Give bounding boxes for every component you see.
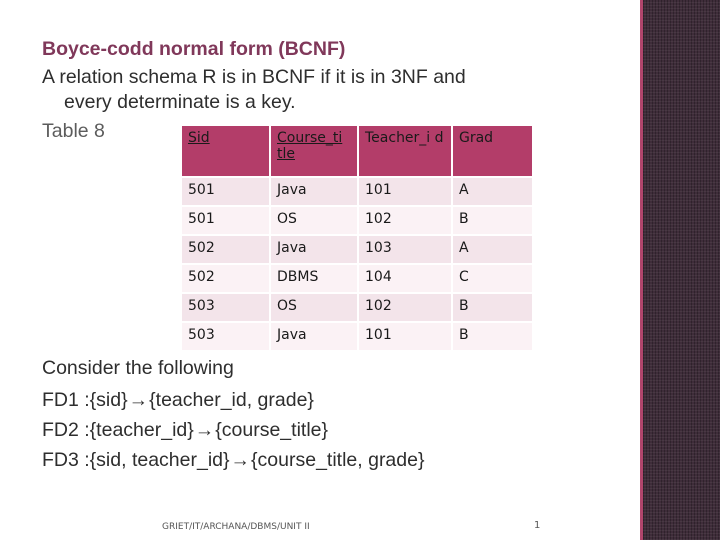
- cell-grade: C: [452, 264, 533, 293]
- table-label: Table 8: [42, 120, 105, 142]
- cell-sid: 502: [181, 235, 270, 264]
- table-row: [181, 322, 533, 351]
- fd3-lhs: FD3 :{sid, teacher_id}: [42, 449, 230, 471]
- cell-course: Java: [270, 177, 358, 206]
- decorative-side-band: [640, 0, 720, 540]
- footer-text: GRIET/IT/ARCHANA/DBMS/UNIT II: [162, 522, 310, 532]
- cell-teacher: 104: [358, 264, 452, 293]
- header-grade: Grad: [452, 125, 533, 177]
- cell-sid: 503: [181, 322, 270, 351]
- table-row: [181, 293, 533, 322]
- table-header-row: [181, 125, 533, 177]
- cell-grade: A: [452, 235, 533, 264]
- table-row: [181, 177, 533, 206]
- page-number: 1: [534, 520, 541, 531]
- cell-course: OS: [270, 206, 358, 235]
- cell-sid: 501: [181, 177, 270, 206]
- header-course-title: Course_ti tle: [270, 125, 358, 177]
- cell-course: OS: [270, 293, 358, 322]
- table-row: [181, 235, 533, 264]
- table-row: [181, 264, 533, 293]
- definition-line-1: A relation schema R is in BCNF if it is in 3NF and: [42, 66, 466, 88]
- cell-course: Java: [270, 322, 358, 351]
- fd2-line: [42, 418, 328, 442]
- fd3-rhs: {course_title, grade}: [251, 449, 425, 471]
- slide-title: Boyce-codd normal form (BCNF): [42, 38, 346, 60]
- cell-course: DBMS: [270, 264, 358, 293]
- fd1-lhs: FD1 :{sid}: [42, 389, 128, 411]
- bcnf-table: [180, 124, 534, 352]
- header-teacher-id: Teacher_i d: [358, 125, 452, 177]
- cell-course: Java: [270, 235, 358, 264]
- fd1-line: [42, 388, 314, 412]
- cell-grade: B: [452, 293, 533, 322]
- right-arrow-icon: →: [230, 449, 251, 471]
- definition-line-2: every determinate is a key.: [64, 91, 296, 113]
- right-arrow-icon: →: [128, 389, 149, 411]
- table-row: [181, 206, 533, 235]
- fd2-rhs: {course_title}: [215, 419, 329, 441]
- cell-grade: B: [452, 206, 533, 235]
- fd1-rhs: {teacher_id, grade}: [149, 389, 314, 411]
- cell-teacher: 102: [358, 206, 452, 235]
- right-arrow-icon: →: [194, 419, 215, 441]
- consider-heading: Consider the following: [42, 357, 234, 379]
- cell-grade: B: [452, 322, 533, 351]
- header-sid: Sid: [181, 125, 270, 177]
- cell-teacher: 101: [358, 177, 452, 206]
- cell-grade: A: [452, 177, 533, 206]
- cell-teacher: 101: [358, 322, 452, 351]
- cell-sid: 503: [181, 293, 270, 322]
- cell-teacher: 102: [358, 293, 452, 322]
- cell-teacher: 103: [358, 235, 452, 264]
- cell-sid: 502: [181, 264, 270, 293]
- fd3-line: [42, 448, 424, 472]
- fd2-lhs: FD2 :{teacher_id}: [42, 419, 194, 441]
- cell-sid: 501: [181, 206, 270, 235]
